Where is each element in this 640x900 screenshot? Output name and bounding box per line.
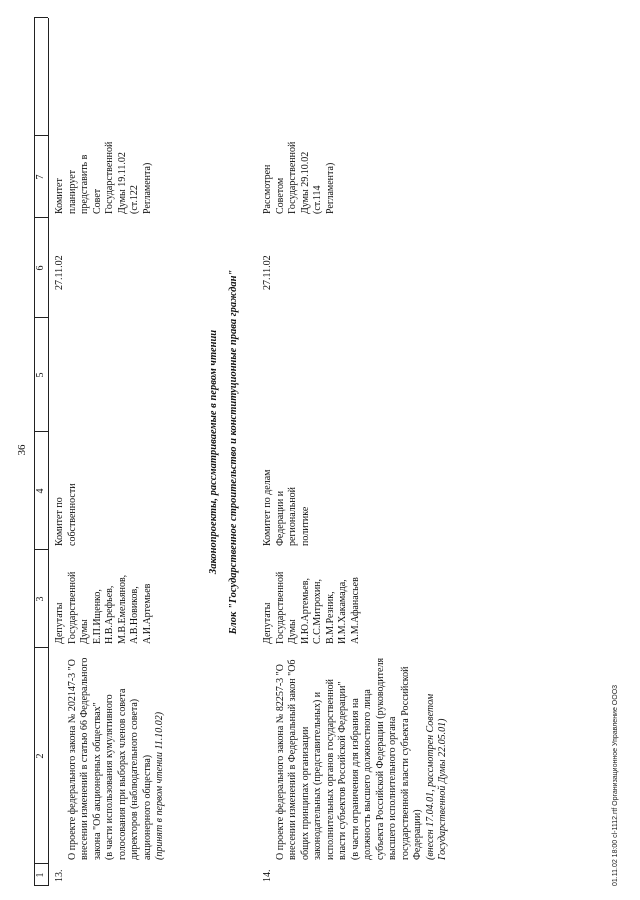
bill-title: О проекте федерального закона № 82257-3 "О внесении изменений в Федеральный закон "Об общих принципах организации законодательных (представительных) и исполнительных органов государственной власти субъектов Российской Федерации" (в части ограничения для избрания на должность высшего должностного лица субъекта Российской Федерации (руководителя высшего исполнительного органа государственной власти субъекта Российской Федерации) (внесен 17.04.01, рассмотрен Советом Государственной Думы 22.05.01) [274,657,448,860]
section-title: Законопроекты, рассматриваемые в первом чтении [208,329,219,575]
review-date: 27.11.02 [262,255,273,290]
bill-status: Комитет планирует представить в Совет Государственной Думы 19.11.02 (ст.122 Регламента) [54,141,153,214]
page-number: 36 [16,444,28,456]
col-header-5: 5 [35,372,46,378]
bill-note: (внесен 17.04.01, рассмотрен Советом Государственной Думы 22.05.01) [424,693,448,860]
responsible-committee: Комитет по собственности [54,483,78,546]
col-header-4: 4 [35,488,46,494]
bill-title: О проекте федерального закона № 202147-3 "О внесении изменений в статью 66 Федерального закона "Об акционерных обществах" (в части использования кумулятивного голосования при выборах членов совета директоров (наблюдательного совета) акционерного общества) (принят в первом чтении 11.10.02) [66,657,165,860]
bill-note: (принят в первом чтении 11.10.02) [154,711,165,860]
bill-authors: Депутаты Государственной Думы Е.П.Ищенко, Н.В.Арефьев, М.В.Емельянов, А.В.Новиков, А.И.Артемьев [54,571,153,644]
row-number: 14. [262,869,273,882]
agenda-table [34,18,594,886]
col-header-7: 7 [35,174,46,180]
col-header-3: 3 [35,596,46,602]
bill-status: Рассмотрен Советом Государственной Думы 29.10.02 (ст.114 Регламента) [262,141,336,214]
responsible-committee: Комитет по делам Федерации и региональной политике [262,469,311,546]
block-title: Блок "Государственное строительство и конституционные права граждан" [228,269,239,635]
footer-text: 01.11.02 18:00 cl-1112.rtf Организационное Управление ООО3 [612,684,619,886]
col-header-1: 1 [35,872,46,878]
col-header-6: 6 [35,265,46,271]
review-date: 27.11.02 [54,255,65,290]
bill-authors: Депутаты Государственной Думы И.Ю.Артемьев, С.С.Митрохин, В.М.Резник, И.М.Хакамада, А.М.Афанасьев [262,571,361,644]
col-header-2: 2 [35,753,46,759]
row-number: 13. [54,869,65,882]
